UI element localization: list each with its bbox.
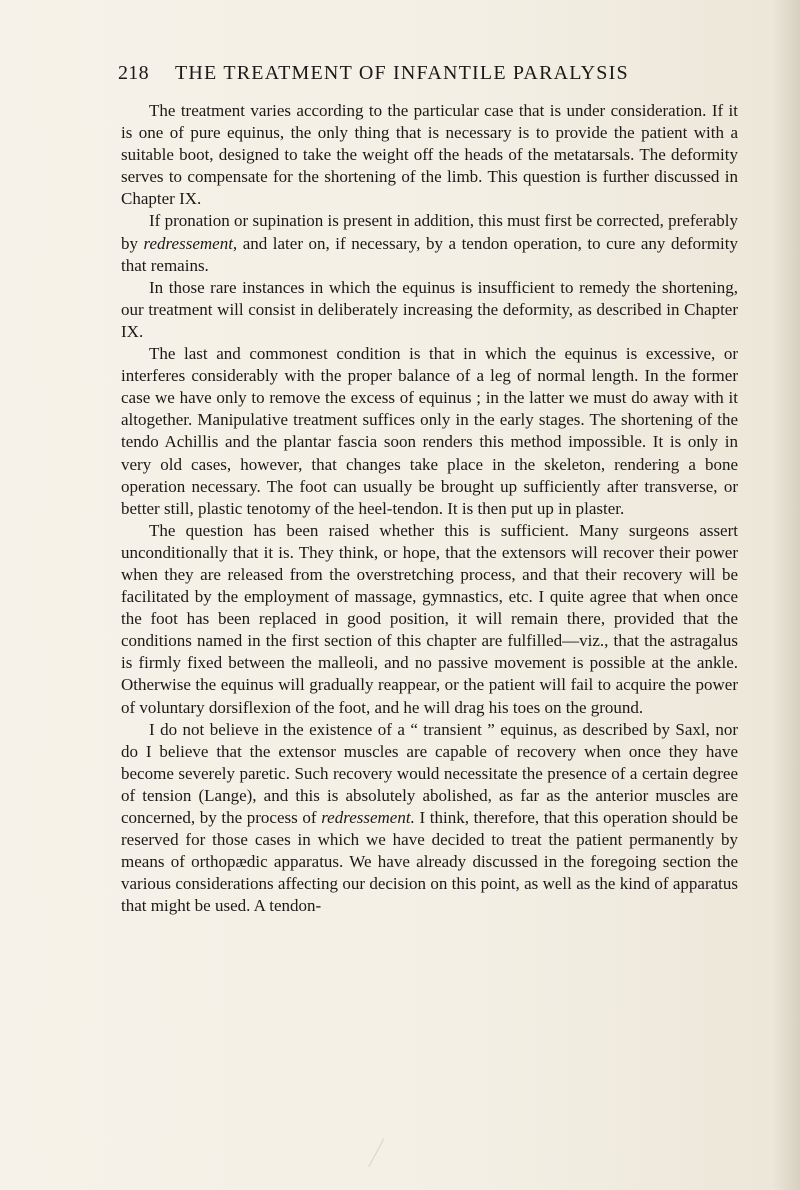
paragraph — [121, 210, 738, 276]
italic-term: redressement, — [143, 233, 238, 253]
italic-term: redressement. — [321, 808, 415, 827]
page-number: 218 — [118, 62, 149, 84]
paragraph-text: The treatment varies according to the particular case that is under consideration. If it is one of pure equinus, the only thing that is necessary is to provide the patient with a suitable boot, designed to take the weight off the heads of the metatarsals. The deformity serves to compensate for the shortening of the limb. This question is further discussed in Chapter IX. — [121, 101, 738, 209]
paragraph — [121, 277, 738, 343]
body-text — [121, 100, 738, 917]
running-title: THE TREATMENT OF INFANTILE PARALYSIS — [175, 62, 629, 84]
paragraph-text: The last and commonest condition is that in which the equinus is excessive, or interferes considerably with the proper balance of a leg of normal length. In the former case we have only to remove the excess of equinus ; in the latter we must do away with it altogether. Manipulative treatment suffices only in the early stages. The shortening of the tendo Achillis and the plantar fascia soon renders this method impossible. It is only in very old cases, however, that changes take place in the skeleton, rendering a bone operation necessary. The foot can usually be brought up sufficiently after transverse, or better still, plastic tenotomy of the heel-tendon. It is then put up in plaster. — [121, 344, 738, 518]
paragraph-text: I do not believe in the existence of a “ transient ” equinus, as described by Saxl, nor do I believe that the extensor muscles are capable of recovery when once they have become severely paretic. Such recovery would necessitate the presence of a certain degree of tension (Lange), and this is absolutely abolished, as far as the anterior muscles are concerned, by the process of — [121, 719, 738, 827]
paragraph-text: and later on, if necessary, by a tendon operation, to cure any deformity that remains. — [121, 233, 738, 275]
paragraph — [121, 100, 738, 210]
page-edge-shadow — [772, 0, 800, 1190]
running-head — [118, 62, 738, 92]
paragraph-text: The question has been raised whether this is sufficient. Many surgeons assert unconditionally that it is. They think, or hope, that the extensors will recover their power when they are released from the overstretching process, and that their recovery will be facilitated by the employment of massage, gymnastics, etc. I quite agree that when once the foot has been replaced in good position, it will remain there, provided that the conditions named in the first section of this chapter are fulfilled—viz., that the astragalus is firmly fixed between the malleoli, and no passive movement is possible at the ankle. Otherwise the equinus will gradually reappear, or the patient will fail to acquire the power of voluntary dorsiflexion of the foot, and he will drag his toes on the ground. — [121, 520, 738, 717]
paragraph-text: I think, therefore, that this operation should be reserved for those cases in which we have decided to treat the patient permanently by means of orthopædic apparatus. We have already discussed in the foregoing section the various considerations affecting our decision on this point, as well as the kind of apparatus that might be used. A tendon- — [121, 808, 738, 916]
pencil-mark — [368, 1138, 396, 1173]
paragraph — [121, 520, 738, 719]
paragraph-text: In those rare instances in which the equinus is insufficient to remedy the shortening, our treatment will consist in deliberately increasing the deformity, as described in Chapter IX. — [121, 277, 738, 341]
paragraph — [121, 343, 738, 520]
paragraph-text: If pronation or supination is present in addition, this must first be corrected, preferably by — [121, 211, 738, 253]
paragraph — [121, 719, 738, 918]
